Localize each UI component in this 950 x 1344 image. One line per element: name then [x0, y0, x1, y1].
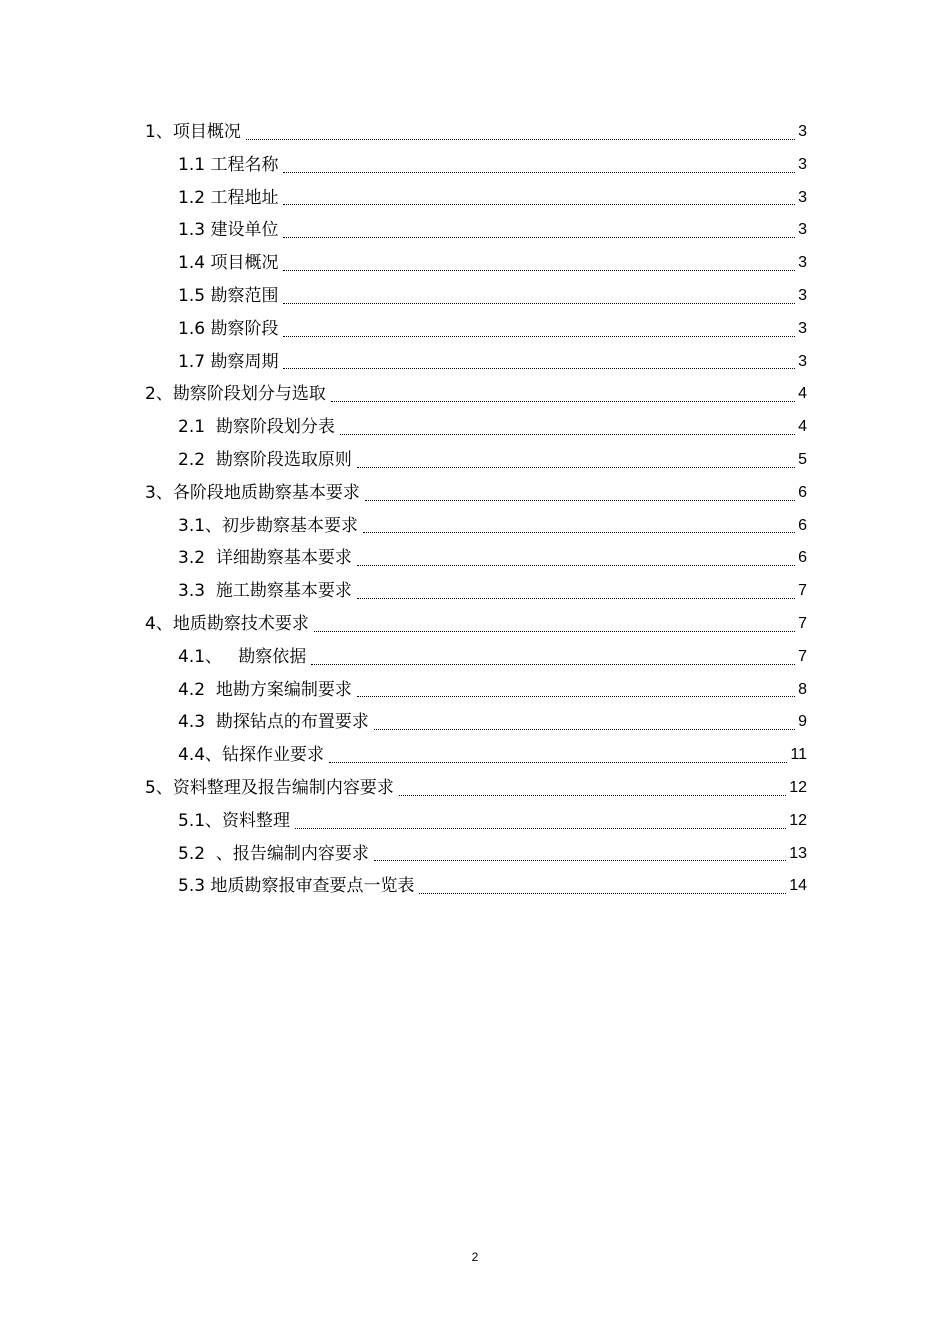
- toc-entry-title: 1.7 勘察周期: [178, 351, 279, 372]
- toc-entry-page-number: 3: [798, 123, 807, 140]
- toc-dot-leader: [283, 270, 795, 271]
- toc-dot-leader: [283, 303, 795, 304]
- toc-entry-page-number: 5: [798, 450, 807, 468]
- toc-entry-title: 1.4 项目概况: [178, 253, 279, 274]
- toc-entry-page-number: 12: [789, 778, 807, 796]
- toc-entry-page-number: 3: [798, 188, 807, 206]
- toc-entry-title: 4.1、 勘察依据: [178, 646, 307, 667]
- toc-entry-section[interactable]: [145, 182, 807, 215]
- toc-entry-title: 2.1 勘察阶段划分表: [178, 417, 335, 438]
- toc-entry-page-number: 6: [798, 549, 807, 567]
- toc-entry-title: 5.3 地质勘察报审查要点一览表: [178, 876, 415, 897]
- toc-entry-page-number: 12: [789, 811, 807, 829]
- toc-dot-leader: [283, 336, 795, 337]
- toc-entry-section[interactable]: [145, 575, 807, 608]
- toc-entry-title: 1.6 勘察阶段: [178, 318, 279, 339]
- toc-entry-section[interactable]: [145, 280, 807, 313]
- toc-dot-leader: [246, 139, 795, 140]
- toc-entry-section[interactable]: [145, 214, 807, 247]
- toc-dot-leader: [283, 237, 795, 238]
- toc-dot-leader: [314, 631, 795, 632]
- toc-entry-title: 5、资料整理及报告编制内容要求: [145, 777, 394, 798]
- toc-entry-title: 5.2 、报告编制内容要求: [178, 843, 369, 864]
- toc-entry-page-number: 3: [798, 352, 807, 370]
- toc-entry-chapter[interactable]: [145, 477, 807, 510]
- toc-entry-section[interactable]: [145, 739, 807, 772]
- toc-entry-page-number: 13: [789, 844, 807, 862]
- toc-entry-title: 3、各阶段地质勘察基本要求: [145, 482, 360, 503]
- toc-entry-title: 4.4、钻探作业要求: [178, 745, 325, 766]
- toc-entry-page-number: 7: [798, 647, 807, 665]
- toc-dot-leader: [357, 565, 795, 566]
- toc-entry-chapter[interactable]: [145, 772, 807, 805]
- table-of-contents: [145, 116, 807, 903]
- toc-entry-title: 3.3 施工勘察基本要求: [178, 581, 352, 602]
- toc-entry-page-number: 3: [798, 221, 807, 239]
- page-number: 2: [471, 1250, 479, 1264]
- toc-dot-leader: [329, 762, 787, 763]
- toc-dot-leader: [283, 172, 795, 173]
- toc-dot-leader: [374, 860, 786, 861]
- toc-dot-leader: [295, 828, 786, 829]
- toc-dot-leader: [399, 795, 786, 796]
- toc-entry-section[interactable]: [145, 706, 807, 739]
- toc-dot-leader: [365, 500, 795, 501]
- toc-entry-page-number: 3: [798, 155, 807, 173]
- toc-dot-leader: [340, 434, 795, 435]
- toc-dot-leader: [363, 532, 795, 533]
- toc-entry-section[interactable]: [145, 510, 807, 543]
- toc-entry-title: 3.2 详细勘察基本要求: [178, 548, 352, 569]
- toc-entry-section[interactable]: [145, 444, 807, 477]
- toc-entry-title: 2、勘察阶段划分与选取: [145, 384, 326, 405]
- toc-dot-leader: [311, 664, 795, 665]
- toc-entry-title: 1、项目概况: [145, 122, 241, 142]
- toc-entry-section[interactable]: [145, 641, 807, 674]
- toc-entry-title: 4.3 勘探钻点的布置要求: [178, 712, 369, 733]
- toc-entry-page-number: 3: [798, 319, 807, 337]
- toc-entry-page-number: 6: [798, 483, 807, 501]
- toc-entry-section[interactable]: [145, 674, 807, 707]
- toc-dot-leader: [357, 696, 795, 697]
- toc-entry-title: 1.2 工程地址: [178, 187, 279, 208]
- toc-entry-page-number: 6: [798, 516, 807, 534]
- toc-entry-title: 4.2 地勘方案编制要求: [178, 679, 352, 700]
- toc-entry-page-number: 7: [798, 582, 807, 600]
- toc-entry-section[interactable]: [145, 247, 807, 280]
- toc-entry-page-number: 4: [798, 385, 807, 403]
- toc-entry-page-number: 14: [789, 877, 807, 895]
- toc-entry-title: 1.3 建设单位: [178, 220, 279, 241]
- toc-entry-section[interactable]: [145, 838, 807, 871]
- toc-entry-title: 3.1、初步勘察基本要求: [178, 515, 359, 536]
- toc-entry-title: 2.2 勘察阶段选取原则: [178, 449, 352, 470]
- toc-entry-page-number: 3: [798, 286, 807, 304]
- toc-dot-leader: [283, 368, 795, 369]
- toc-entry-title: 1.1 工程名称: [178, 154, 279, 175]
- toc-entry-page-number: 8: [798, 680, 807, 698]
- toc-entry-chapter[interactable]: [145, 378, 807, 411]
- toc-dot-leader: [357, 598, 795, 599]
- toc-entry-title: 5.1、资料整理: [178, 810, 291, 831]
- toc-entry-section[interactable]: [145, 346, 807, 379]
- toc-entry-page-number: 7: [798, 614, 807, 632]
- toc-dot-leader: [283, 204, 795, 205]
- toc-dot-leader: [331, 401, 795, 402]
- toc-entry-section[interactable]: [145, 313, 807, 346]
- toc-entry-title: 4、地质勘察技术要求: [145, 613, 309, 634]
- toc-entry-chapter[interactable]: [145, 608, 807, 641]
- toc-dot-leader: [357, 467, 795, 468]
- toc-entry-section[interactable]: [145, 411, 807, 444]
- toc-entry-section[interactable]: [145, 149, 807, 182]
- toc-entry-page-number: 4: [798, 418, 807, 436]
- toc-entry-page-number: 11: [790, 746, 807, 764]
- toc-entry-page-number: 9: [798, 713, 807, 731]
- toc-entry-chapter[interactable]: [145, 116, 807, 149]
- toc-entry-title: 1.5 勘察范围: [178, 285, 279, 306]
- toc-entry-section[interactable]: [145, 870, 807, 903]
- toc-entry-section[interactable]: [145, 542, 807, 575]
- toc-entry-section[interactable]: [145, 805, 807, 838]
- toc-dot-leader: [419, 893, 786, 894]
- toc-dot-leader: [374, 729, 795, 730]
- toc-entry-page-number: 3: [798, 254, 807, 272]
